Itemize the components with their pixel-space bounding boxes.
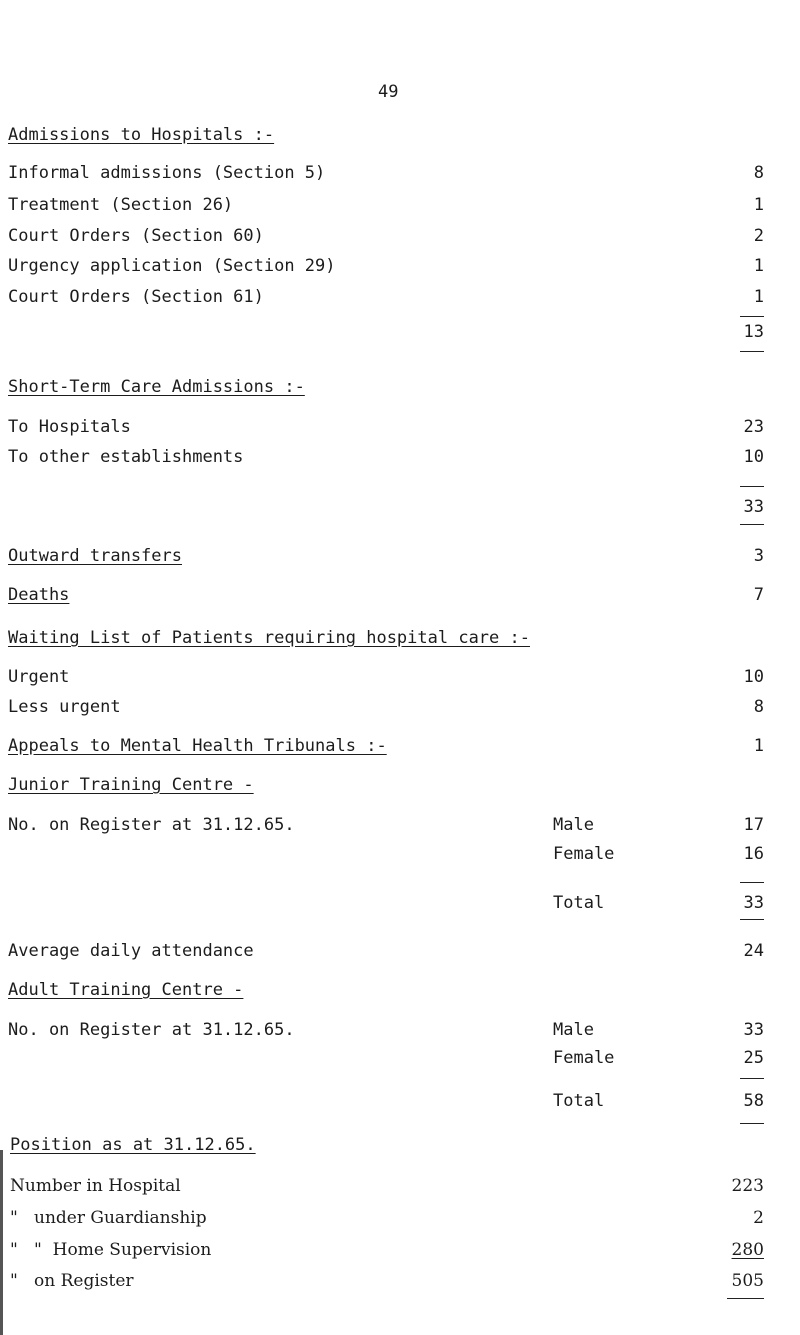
sum-rule bbox=[727, 1298, 764, 1299]
position-row-label: Number in Hospital bbox=[10, 1176, 181, 1196]
deaths-label: Deaths bbox=[8, 585, 70, 605]
sum-rule bbox=[740, 919, 764, 920]
sum-rule bbox=[740, 316, 764, 317]
admissions-total: 13 bbox=[743, 322, 764, 342]
sum-rule bbox=[740, 1078, 764, 1079]
position-row-value: 505 bbox=[731, 1271, 764, 1291]
admissions-row-value: 1 bbox=[753, 287, 764, 307]
adult-female-value: 25 bbox=[743, 1048, 764, 1068]
admissions-row-label: Treatment (Section 26) bbox=[8, 195, 234, 215]
adult-female-label: Female bbox=[553, 1048, 615, 1068]
admissions-row-value: 1 bbox=[753, 195, 764, 215]
attendance-value: 24 bbox=[743, 941, 764, 961]
sum-rule bbox=[740, 524, 764, 525]
short-term-row-label: To other establishments bbox=[8, 447, 244, 467]
short-term-row-label: To Hospitals bbox=[8, 417, 131, 437]
adult-total-label: Total bbox=[553, 1091, 605, 1111]
admissions-row-value: 1 bbox=[753, 256, 764, 276]
junior-female-value: 16 bbox=[743, 844, 764, 864]
page-number: 49 bbox=[378, 82, 399, 102]
outward-transfers-label: Outward transfers bbox=[8, 546, 182, 566]
sum-rule bbox=[740, 882, 764, 883]
waiting-row-value: 8 bbox=[753, 697, 764, 717]
junior-register-label: No. on Register at 31.12.65. bbox=[8, 815, 295, 835]
sum-rule bbox=[740, 486, 764, 487]
short-term-row-value: 10 bbox=[743, 447, 764, 467]
appeals-label: Appeals to Mental Health Tribunals :- bbox=[8, 736, 387, 756]
short-term-heading: Short-Term Care Admissions :- bbox=[8, 377, 305, 397]
position-row-label: " " Home Supervision bbox=[10, 1240, 212, 1260]
sum-rule bbox=[740, 351, 764, 352]
admissions-row-value: 2 bbox=[753, 226, 764, 246]
waiting-row-label: Urgent bbox=[8, 667, 70, 687]
admissions-row-label: Informal admissions (Section 5) bbox=[8, 163, 326, 183]
junior-total-value: 33 bbox=[743, 893, 764, 913]
admissions-row-label: Urgency application (Section 29) bbox=[8, 256, 336, 276]
junior-female-label: Female bbox=[553, 844, 615, 864]
admissions-row-value: 8 bbox=[753, 163, 764, 183]
adult-register-label: No. on Register at 31.12.65. bbox=[8, 1020, 295, 1040]
short-term-row-value: 23 bbox=[743, 417, 764, 437]
position-heading: Position as at 31.12.65. bbox=[10, 1135, 256, 1155]
adult-centre-heading: Adult Training Centre - bbox=[8, 980, 244, 1000]
junior-total-label: Total bbox=[553, 893, 605, 913]
junior-male-label: Male bbox=[553, 815, 594, 835]
position-row-value: 2 bbox=[753, 1208, 764, 1228]
position-row-value: 223 bbox=[731, 1176, 764, 1196]
deaths-value: 7 bbox=[753, 585, 764, 605]
adult-total-value: 58 bbox=[743, 1091, 764, 1111]
adult-male-value: 33 bbox=[743, 1020, 764, 1040]
outward-transfers-value: 3 bbox=[753, 546, 764, 566]
junior-male-value: 17 bbox=[743, 815, 764, 835]
position-row-label: " under Guardianship bbox=[10, 1208, 207, 1228]
admissions-heading: Admissions to Hospitals :- bbox=[8, 125, 275, 145]
sum-rule bbox=[740, 1123, 764, 1124]
attendance-label: Average daily attendance bbox=[8, 941, 254, 961]
junior-centre-heading: Junior Training Centre - bbox=[8, 775, 254, 795]
adult-male-label: Male bbox=[553, 1020, 594, 1040]
short-term-total: 33 bbox=[743, 497, 764, 517]
waiting-list-heading: Waiting List of Patients requiring hospital care :- bbox=[8, 628, 530, 648]
appeals-value: 1 bbox=[753, 736, 764, 756]
position-row-label: " on Register bbox=[10, 1271, 134, 1291]
waiting-row-value: 10 bbox=[743, 667, 764, 687]
waiting-row-label: Less urgent bbox=[8, 697, 121, 717]
page-edge-shadow bbox=[0, 1150, 3, 1335]
admissions-row-label: Court Orders (Section 61) bbox=[8, 287, 264, 307]
admissions-row-label: Court Orders (Section 60) bbox=[8, 226, 264, 246]
position-row-value: 280 bbox=[731, 1240, 764, 1260]
